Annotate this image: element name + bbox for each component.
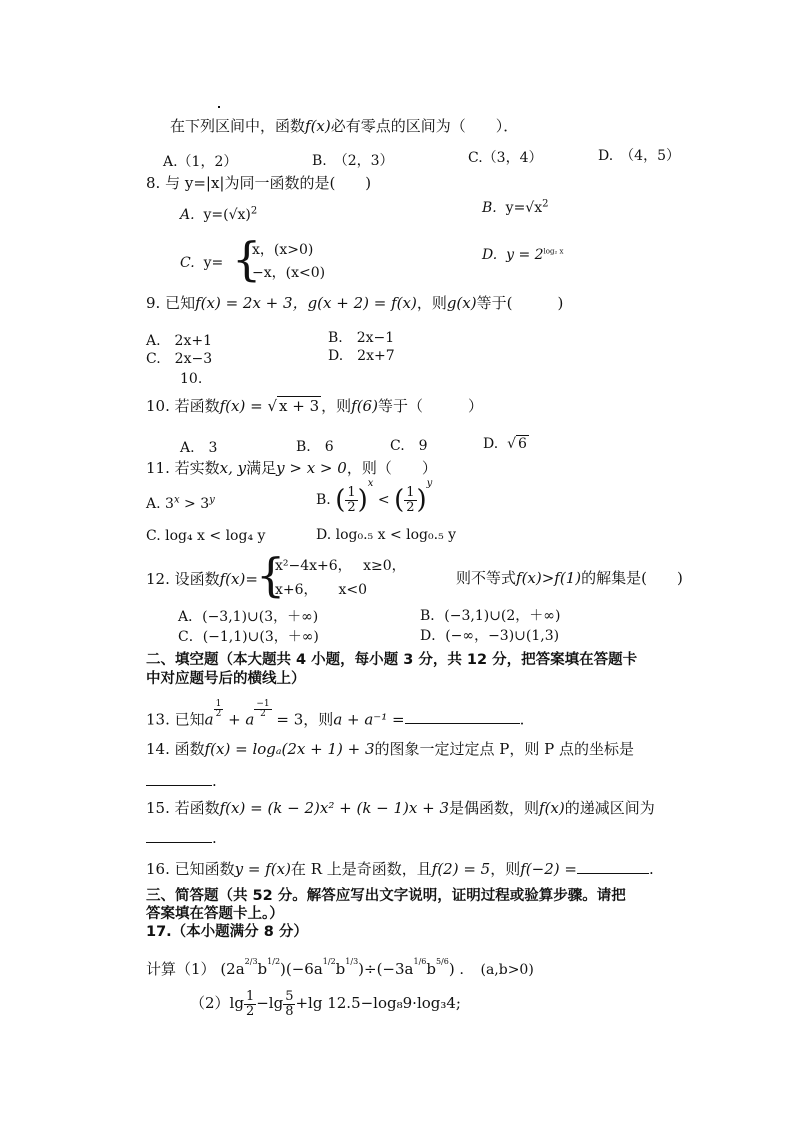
q10-option-b: B. 6 xyxy=(296,439,334,455)
q9-option-d: D. 2x+7 xyxy=(328,348,395,364)
q12-option-c: C．(−1,1)∪(3，＋∞) xyxy=(178,629,319,645)
q9-option-b: B. 2x−1 xyxy=(328,330,395,346)
q12-case-brace: { xyxy=(256,548,286,602)
q7-option-b: B. （2，3） xyxy=(312,153,394,169)
q12-option-d: D．(−∞，−3)∪(1,3) xyxy=(420,628,560,644)
q10-stem: 10. 若函数f(x) = √ x + 3 ，则f(6)等于（ ） xyxy=(146,397,483,415)
q10-option-a: A. 3 xyxy=(180,440,218,456)
q12-option-a: A．(−3,1)∪(3，＋∞) xyxy=(178,609,319,625)
q13: 13. 已知a $^{\frac{1}{2}}$ + a $^{\frac{-1}{2}}$ = 3，则a + a⁻¹ = . xyxy=(146,699,525,729)
q8-option-c-case2: −x，(x<0) xyxy=(252,265,326,281)
q11-option-b: B. ( $\frac{1}{2}$ )$^x$ < ( $\frac{1}{2}$ )$^y$ xyxy=(316,478,433,515)
q17-heading: 17.（本小题满分 8 分） xyxy=(146,924,308,940)
q13-answer-blank xyxy=(405,711,520,724)
q11-option-d: D. log₀.₅ x < log₀.₅ y xyxy=(316,527,457,543)
q12-option-b: B．(−3,1)∪(2，＋∞) xyxy=(420,608,561,624)
stray-number: 10. xyxy=(180,371,203,387)
q8-option-b: B. $y=√x^2$ xyxy=(482,198,549,216)
q9-option-c: C. 2x−3 xyxy=(146,351,213,367)
q11-option-c: C. log₄ x < log₄ y xyxy=(146,528,266,544)
q15-answer-blank xyxy=(146,830,212,843)
q9-stem: 9. 已知f(x) = 2x + 3，g(x + 2) = f(x)，则g(x)等于( ) xyxy=(146,294,564,312)
q14-line: 14. 函数f(x) = logₐ(2x + 1) + 3的图象一定过定点 P，则 P 点的坐标是 xyxy=(146,740,635,758)
section3-heading-line1: 三、简答题（共 52 分。解答应写出文字说明，证明过程或验算步骤。请把 xyxy=(146,888,626,904)
q16-line: 16. 已知函数y = f(x)在 R 上是奇函数，且f(2) = 5，则f(−2) = . xyxy=(146,860,654,878)
q11-option-a: A. $3^x > 3^y$ xyxy=(146,494,215,512)
q8-stem: 8. 与 y=|x|为同一函数的是( ) xyxy=(146,174,372,192)
q17-part1: 计算（1） $(2a^{2/3}b^{1/2})(-6a^{1/2}b^{1/3})\div(-3a^{1/6}b^{5/6})$ ． (a,b>0) xyxy=(146,957,534,978)
q7-option-a: A.（1，2） xyxy=(163,154,238,170)
q14-answer-line: . xyxy=(146,772,217,790)
q9-option-a: A. 2x+1 xyxy=(146,333,213,349)
section2-heading-line2: 中对应题号后的横线上） xyxy=(146,671,306,687)
q8-case-brace: { xyxy=(232,232,262,286)
stray-dot xyxy=(218,106,220,108)
q12-stem-a: 12. 设函数f(x)= xyxy=(146,570,258,588)
q12-stem-b: 则不等式f(x)>f(1)的解集是( ) xyxy=(456,569,683,587)
q11-stem: 11. 若实数x, y满足y > x > 0，则（ ） xyxy=(146,459,437,477)
q8-option-a: A. $y=(√x)^2$ xyxy=(180,205,258,223)
q14-answer-blank xyxy=(146,773,212,786)
q10-option-d: D. √ 6 xyxy=(483,436,527,452)
q7-option-d: D. （4，5） xyxy=(598,148,680,164)
q10-option-c: C. 9 xyxy=(390,438,428,454)
q8-option-c-label: C. y= xyxy=(180,255,224,271)
q15-answer-line: . xyxy=(146,829,217,847)
q12-case2: x+6， x<0 xyxy=(275,582,368,598)
q8-option-d: D. $y = 2^{log_2 x}$ xyxy=(482,247,564,263)
q16-answer-blank xyxy=(577,861,649,874)
section3-heading-line2: 答案填在答题卡上。） xyxy=(146,906,284,922)
q7-option-c: C.（3，4） xyxy=(468,150,543,166)
section2-heading-line1: 二、填空题（本大题共 4 小题，每小题 3 分，共 12 分，把答案填在答题卡 xyxy=(146,652,638,668)
q15-line: 15. 若函数f(x) = (k − 2)x² + (k − 1)x + 3是偶函数，则f(x)的递减区间为 xyxy=(146,799,655,817)
q7-stem: 在下列区间中，函数f(x)必有零点的区间为（ ）． xyxy=(170,117,519,135)
q8-option-c-case1: x，(x>0) xyxy=(252,242,314,258)
q17-part2: （2）lg $\frac{1}{2}$ −lg $\frac{5}{8}$ +lg 12.5−log₈9·log₃4; xyxy=(190,989,461,1019)
q12-case1: x²−4x+6， x≥0， xyxy=(275,558,406,574)
